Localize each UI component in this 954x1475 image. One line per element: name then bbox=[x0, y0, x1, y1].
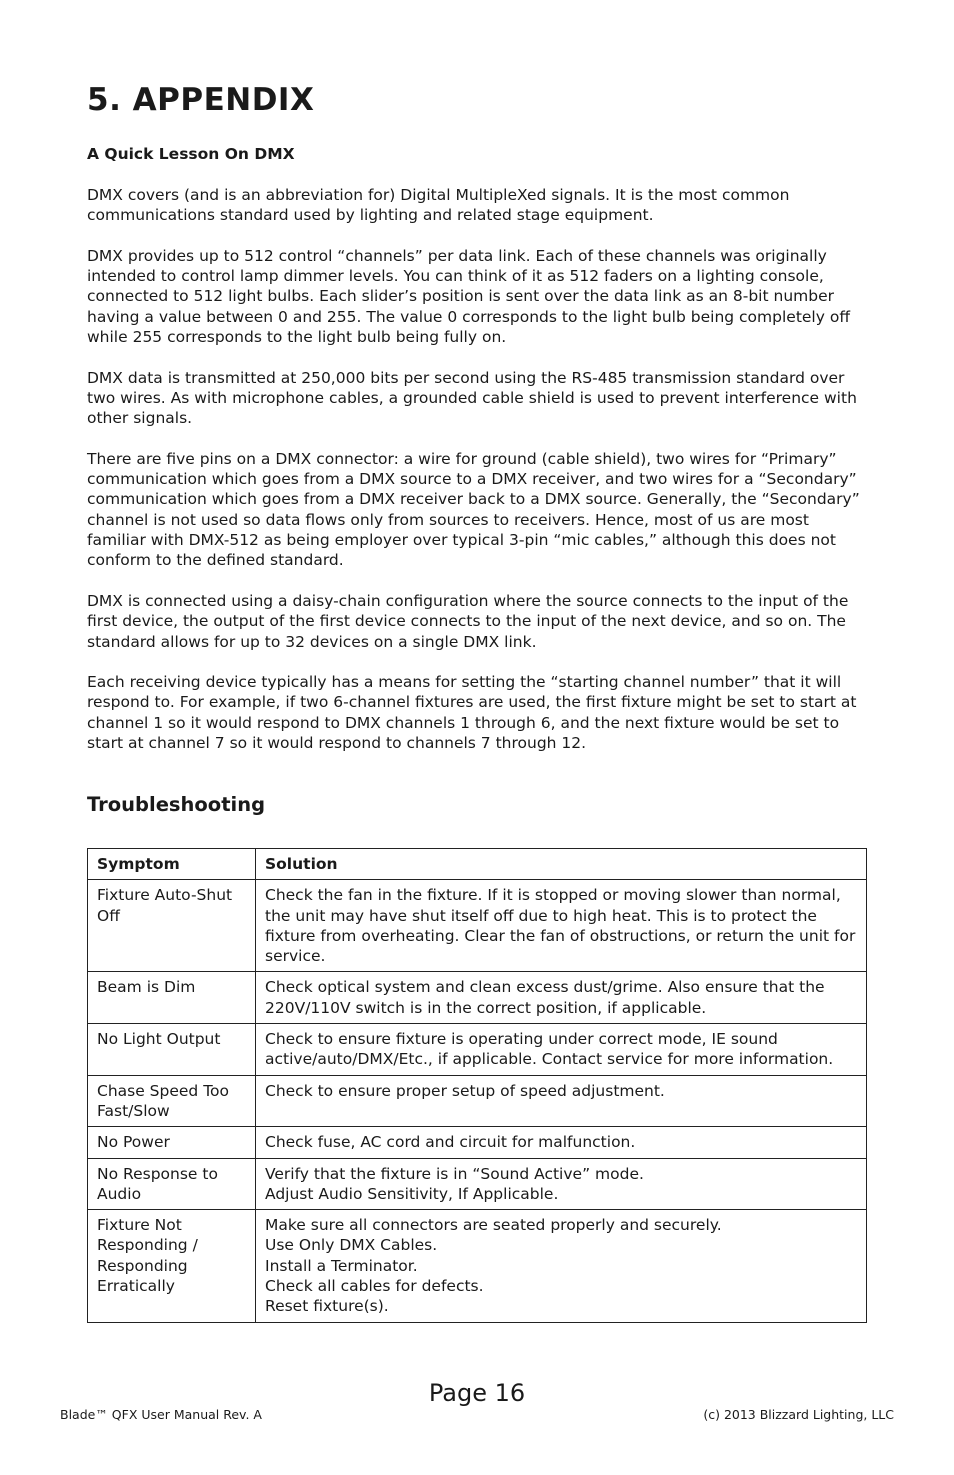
table-row bbox=[88, 1158, 867, 1210]
page-title: 5. APPENDIX bbox=[87, 82, 315, 118]
solution-cell bbox=[256, 1127, 867, 1158]
solution-cell bbox=[256, 1075, 867, 1127]
footer-manual-title: Blade™ QFX User Manual Rev. A bbox=[60, 1407, 262, 1422]
solution-cell bbox=[256, 1210, 867, 1322]
table-body bbox=[88, 880, 867, 1322]
troubleshooting-table bbox=[87, 848, 867, 1323]
solution-line: Check fuse, AC cord and circuit for malfunction. bbox=[265, 1133, 636, 1152]
solution-line: Check to ensure fixture is operating under correct mode, IE sound active/auto/DMX/Etc., if applicable. Contact service for more information. bbox=[265, 1030, 834, 1069]
body-text bbox=[87, 185, 867, 774]
header-solution: Solution bbox=[256, 849, 867, 880]
table-row bbox=[88, 1075, 867, 1127]
symptom-cell: Fixture Auto-Shut Off bbox=[88, 880, 256, 972]
table-header-row bbox=[88, 849, 867, 880]
solution-cell bbox=[256, 1158, 867, 1210]
solution-line: Make sure all connectors are seated properly and securely. bbox=[265, 1216, 722, 1235]
symptom-cell: Beam is Dim bbox=[88, 972, 256, 1024]
solution-cell bbox=[256, 972, 867, 1024]
solution-line: Check the fan in the fixture. If it is stopped or moving slower than normal, the unit may have shut itself off due to high heat. This is to protect the fixture from overheating. Clear the fan of obstructions, or return the unit for service. bbox=[265, 886, 856, 966]
solution-line: Check optical system and clean excess dust/grime. Also ensure that the 220V/110V switch is in the correct position, if applicable. bbox=[265, 978, 825, 1017]
paragraph: There are five pins on a DMX connector: a wire for ground (cable shield), two wires for “Primary” communication which goes from a DMX source to a DMX receiver, and two wires for a “Secondary” communication which goes from a DMX receiver back to a DMX source. Generally, the “Secondary” channel is not used so data flows only from sources to receivers. Hence, most of us are most familiar with DMX-512 as being employer over typical 3-pin “mic cables,” although this does not conform to the defined standard. bbox=[87, 449, 860, 570]
symptom-cell: No Response to Audio bbox=[88, 1158, 256, 1210]
solution-line: Verify that the fixture is in “Sound Active” mode. bbox=[265, 1164, 644, 1183]
table-row bbox=[88, 1127, 867, 1158]
table-row bbox=[88, 972, 867, 1024]
paragraph: Each receiving device typically has a means for setting the “starting channel number” that it will respond to. For example, if two 6-channel fixtures are used, the first fixture might be set to start at channel 1 so it would respond to DMX channels 1 through 6, and the next fixture would be set to start at channel 7 so it would respond to channels 7 through 12. bbox=[87, 673, 857, 753]
solution-line: Adjust Audio Sensitivity, If Applicable. bbox=[265, 1184, 559, 1203]
solution-line: Check all cables for defects. bbox=[265, 1277, 484, 1296]
paragraph: DMX is connected using a daisy-chain configuration where the source connects to the input of the first device, the output of the first device connects to the input of the next device, and so on. The standard allows for up to 32 devices on a single DMX link. bbox=[87, 591, 849, 651]
solution-line: Install a Terminator. bbox=[265, 1256, 418, 1275]
symptom-cell: No Power bbox=[88, 1127, 256, 1158]
paragraph: DMX provides up to 512 control “channels” per data link. Each of these channels was originally intended to control lamp dimmer levels. You can think of it as 512 faders on a lighting console, connected to 512 light bulbs. Each slider’s position is sent over the data link as an 8-bit number having a value between 0 and 255. The value 0 corresponds to the light bulb being completely off while 255 corresponds to the light bulb being fully on. bbox=[87, 246, 850, 347]
symptom-cell: Fixture Not Responding / Responding Erratically bbox=[88, 1210, 256, 1322]
table-row bbox=[88, 1210, 867, 1322]
solution-line: Check to ensure proper setup of speed adjustment. bbox=[265, 1081, 665, 1100]
paragraph: DMX data is transmitted at 250,000 bits per second using the RS-485 transmission standard over two wires. As with microphone cables, a grounded cable shield is used to prevent interference with other signals. bbox=[87, 368, 857, 428]
table-row bbox=[88, 1024, 867, 1076]
solution-cell bbox=[256, 880, 867, 972]
table-row bbox=[88, 880, 867, 972]
paragraph: DMX covers (and is an abbreviation for) Digital MultipleXed signals. It is the most common communications standard used by lighting and related stage equipment. bbox=[87, 186, 790, 225]
page-number: Page 16 bbox=[428, 1379, 526, 1407]
solution-cell bbox=[256, 1024, 867, 1076]
footer-copyright: (c) 2013 Blizzard Lighting, LLC bbox=[703, 1407, 894, 1422]
symptom-cell: Chase Speed Too Fast/Slow bbox=[88, 1075, 256, 1127]
section-subheading: A Quick Lesson On DMX bbox=[87, 145, 295, 163]
symptom-cell: No Light Output bbox=[88, 1024, 256, 1076]
header-symptom: Symptom bbox=[88, 849, 256, 880]
solution-line: Use Only DMX Cables. bbox=[265, 1236, 438, 1255]
solution-line: Reset fixture(s). bbox=[265, 1297, 389, 1316]
troubleshooting-title: Troubleshooting bbox=[87, 793, 266, 816]
